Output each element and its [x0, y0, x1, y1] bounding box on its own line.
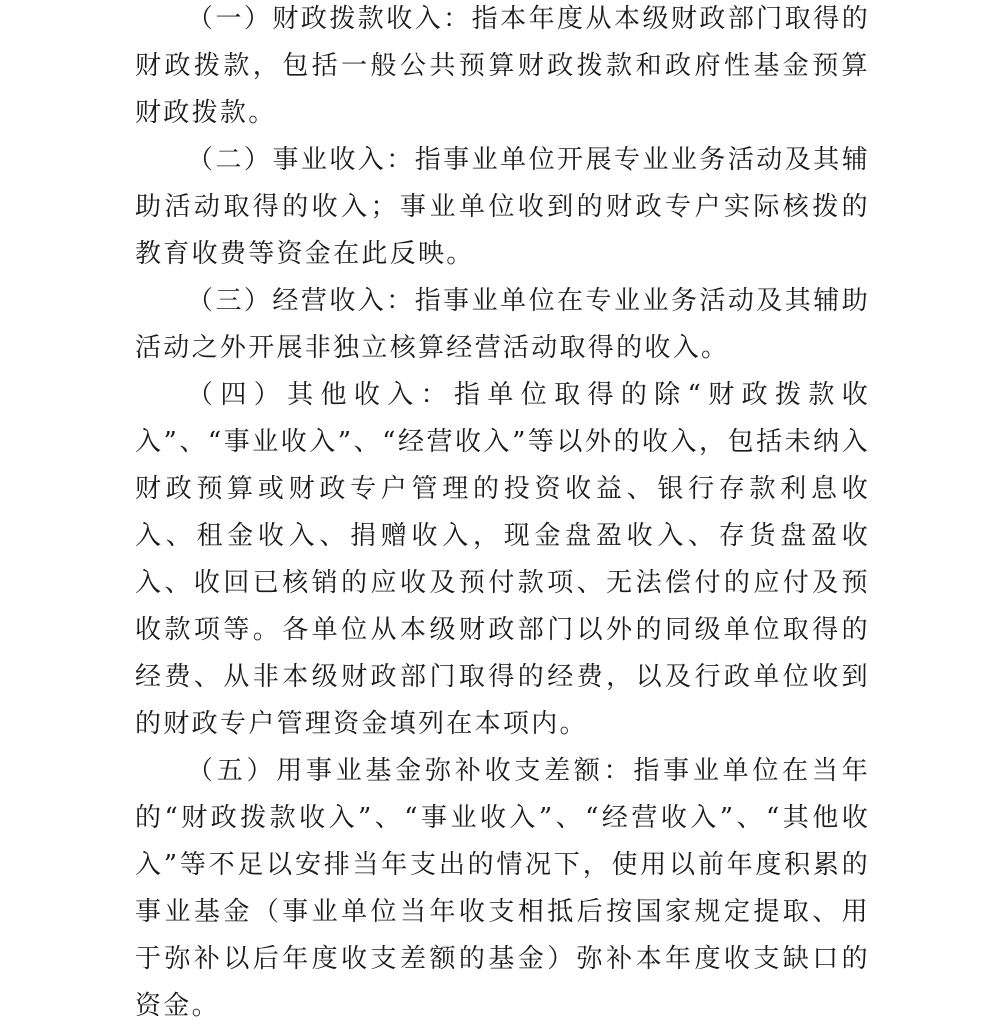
paragraph-business-income: （二）事业收入：指事业单位开展专业业务活动及其辅助活动取得的收入；事业单位收到的财政专户实际核拨的教育收费等资金在此反映。: [135, 145, 870, 269]
paragraph-fiscal-appropriation-income: （一）财政拨款收入：指本年度从本级财政部门取得的财政拨款，包括一般公共预算财政拨款和政府性基金预算财政拨款。: [135, 4, 870, 128]
document-body: [135, 0, 870, 1030]
paragraph-other-income: （四）其他收入：指单位取得的除“财政拨款收入”、“事业收入”、“经营收入”等以外的收入，包括未纳入财政预算或财政专户管理的投资收益、银行存款利息收入、租金收入、捐赠收入，现金盘盈收入、存货盘盈收入、收回已核销的应收及预付款项、无法偿付的应付及预收款项等。各单位从本级财政部门以外的同级单位取得的经费、从非本级财政部门取得的经费，以及行政单位收到的财政专户管理资金填列在本项内。: [135, 380, 870, 739]
paragraph-operating-income: （三）经营收入：指事业单位在专业业务活动及其辅助活动之外开展非独立核算经营活动取得的收入。: [135, 286, 870, 363]
paragraph-business-fund-offset: （五）用事业基金弥补收支差额：指事业单位在当年的“财政拨款收入”、“事业收入”、“经营收入”、“其他收入”等不足以安排当年支出的情况下，使用以前年度积累的事业基金（事业单位当年收支相抵后按国家规定提取、用于弥补以后年度收支差额的基金）弥补本年度收支缺口的资金。: [135, 756, 870, 1021]
